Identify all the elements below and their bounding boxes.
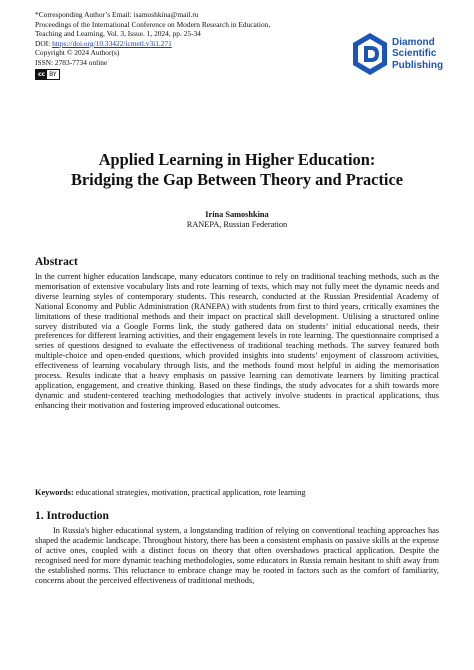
keywords <box>35 488 439 498</box>
title-line-1: Applied Learning in Higher Education: <box>98 150 376 169</box>
title-line-2: Bridging the Gap Between Theory and Practice <box>70 170 404 189</box>
author-block <box>0 210 474 230</box>
issn-line: ISSN: 2783-7734 online <box>35 57 108 67</box>
abstract-heading: Abstract <box>35 256 78 268</box>
doi-line <box>35 39 335 49</box>
introduction-heading: 1. Introduction <box>35 510 109 522</box>
publisher-name <box>392 37 443 72</box>
paper-title <box>0 150 474 190</box>
proceedings-line: Proceedings of the International Conference on Modern Research in Education, <box>35 19 271 29</box>
doi-link[interactable]: https://doi.org/10.33422/icmetl.v3i1.271 <box>52 38 172 48</box>
introduction-text: In Russia's higher educational system, a longstanding tradition of relying on conventional teaching approaches has shaped the academic landscape. Throughout history, there has been a consistent emphasis on passive skills at the expense of active ones, coupled with a distinct focus on theory that often overshadows practical application. Despite the recognised need for more dynamic teaching methodologies, some educators in Russia remain hesitant to shift away from the established norms. This reluctance to embrace change may be rooted in factors such as the comfort of familiarity, concerns about the perceived effectiveness of traditional methods, <box>35 526 439 585</box>
publisher-name-line-2: Scientific <box>392 48 437 60</box>
copyright-line: Copyright © 2024 Author(s) <box>35 48 120 58</box>
publisher-name-line-3: Publishing <box>392 59 444 71</box>
diamond-d-logo-icon <box>351 32 389 76</box>
by-icon: BY <box>49 70 57 78</box>
cc-icon: cc <box>38 70 46 78</box>
author-name: Irina Samoshkina <box>205 210 269 219</box>
keywords-label: Keywords: <box>35 488 74 497</box>
publisher-logo <box>351 32 443 76</box>
author-affiliation: RANEPA, Russian Federation <box>186 220 288 229</box>
abstract-text: In the current higher education landscape, many educators continue to rely on traditional teaching methods, such as the memorisation of extensive vocabulary lists and rote learning of texts, which may not fully meet the dynamic needs and diverse learning styles of contemporary students. This research, conducted at the Russian Presidential Academy of National Economy and Public Administration (RANEPA) with students from first to third years, critically examines the limitations of these traditional methods and their impact on practical skill development. Utilising a structured online survey distributed via a Google Forms link, the study gathered data on students’ initial educational needs, their preferences for different learning activities, and their engagement levels in rote learning. The questionnaire comprised a series of questions designed to evaluate the effectiveness of traditional teaching methods. The survey featured both multiple-choice and open-ended questions, which provided insights into students’ enjoyment of classroom activities, effectiveness of learning vocabulary through lists, and the methods found most helpful in aiding the memorisation process. Results indicate that a heavy emphasis on passive learning can demotivate learners by limiting practical application, engagement, and creative thinking. Based on these findings, the study advocates for a shift towards more dynamic and student-centered teaching methodologies that actively involve students in practical applications, thus enhancing their motivation and fostering improved educational outcomes. <box>35 272 439 410</box>
doi-label: DOI: <box>35 38 51 48</box>
cc-by-license-badge[interactable] <box>35 69 60 80</box>
front-matter <box>35 10 335 80</box>
corresponding-email: *Corresponding Author’s Email: isamoshkina@mail.ru <box>35 10 199 19</box>
volume-line: Teaching and Learning, Vol. 3, Issue. 1, 2024, pp. 25-34 <box>35 29 201 39</box>
keywords-text: educational strategies, motivation, practical application, rote learning <box>73 488 306 497</box>
publisher-name-line-1: Diamond <box>392 36 435 48</box>
